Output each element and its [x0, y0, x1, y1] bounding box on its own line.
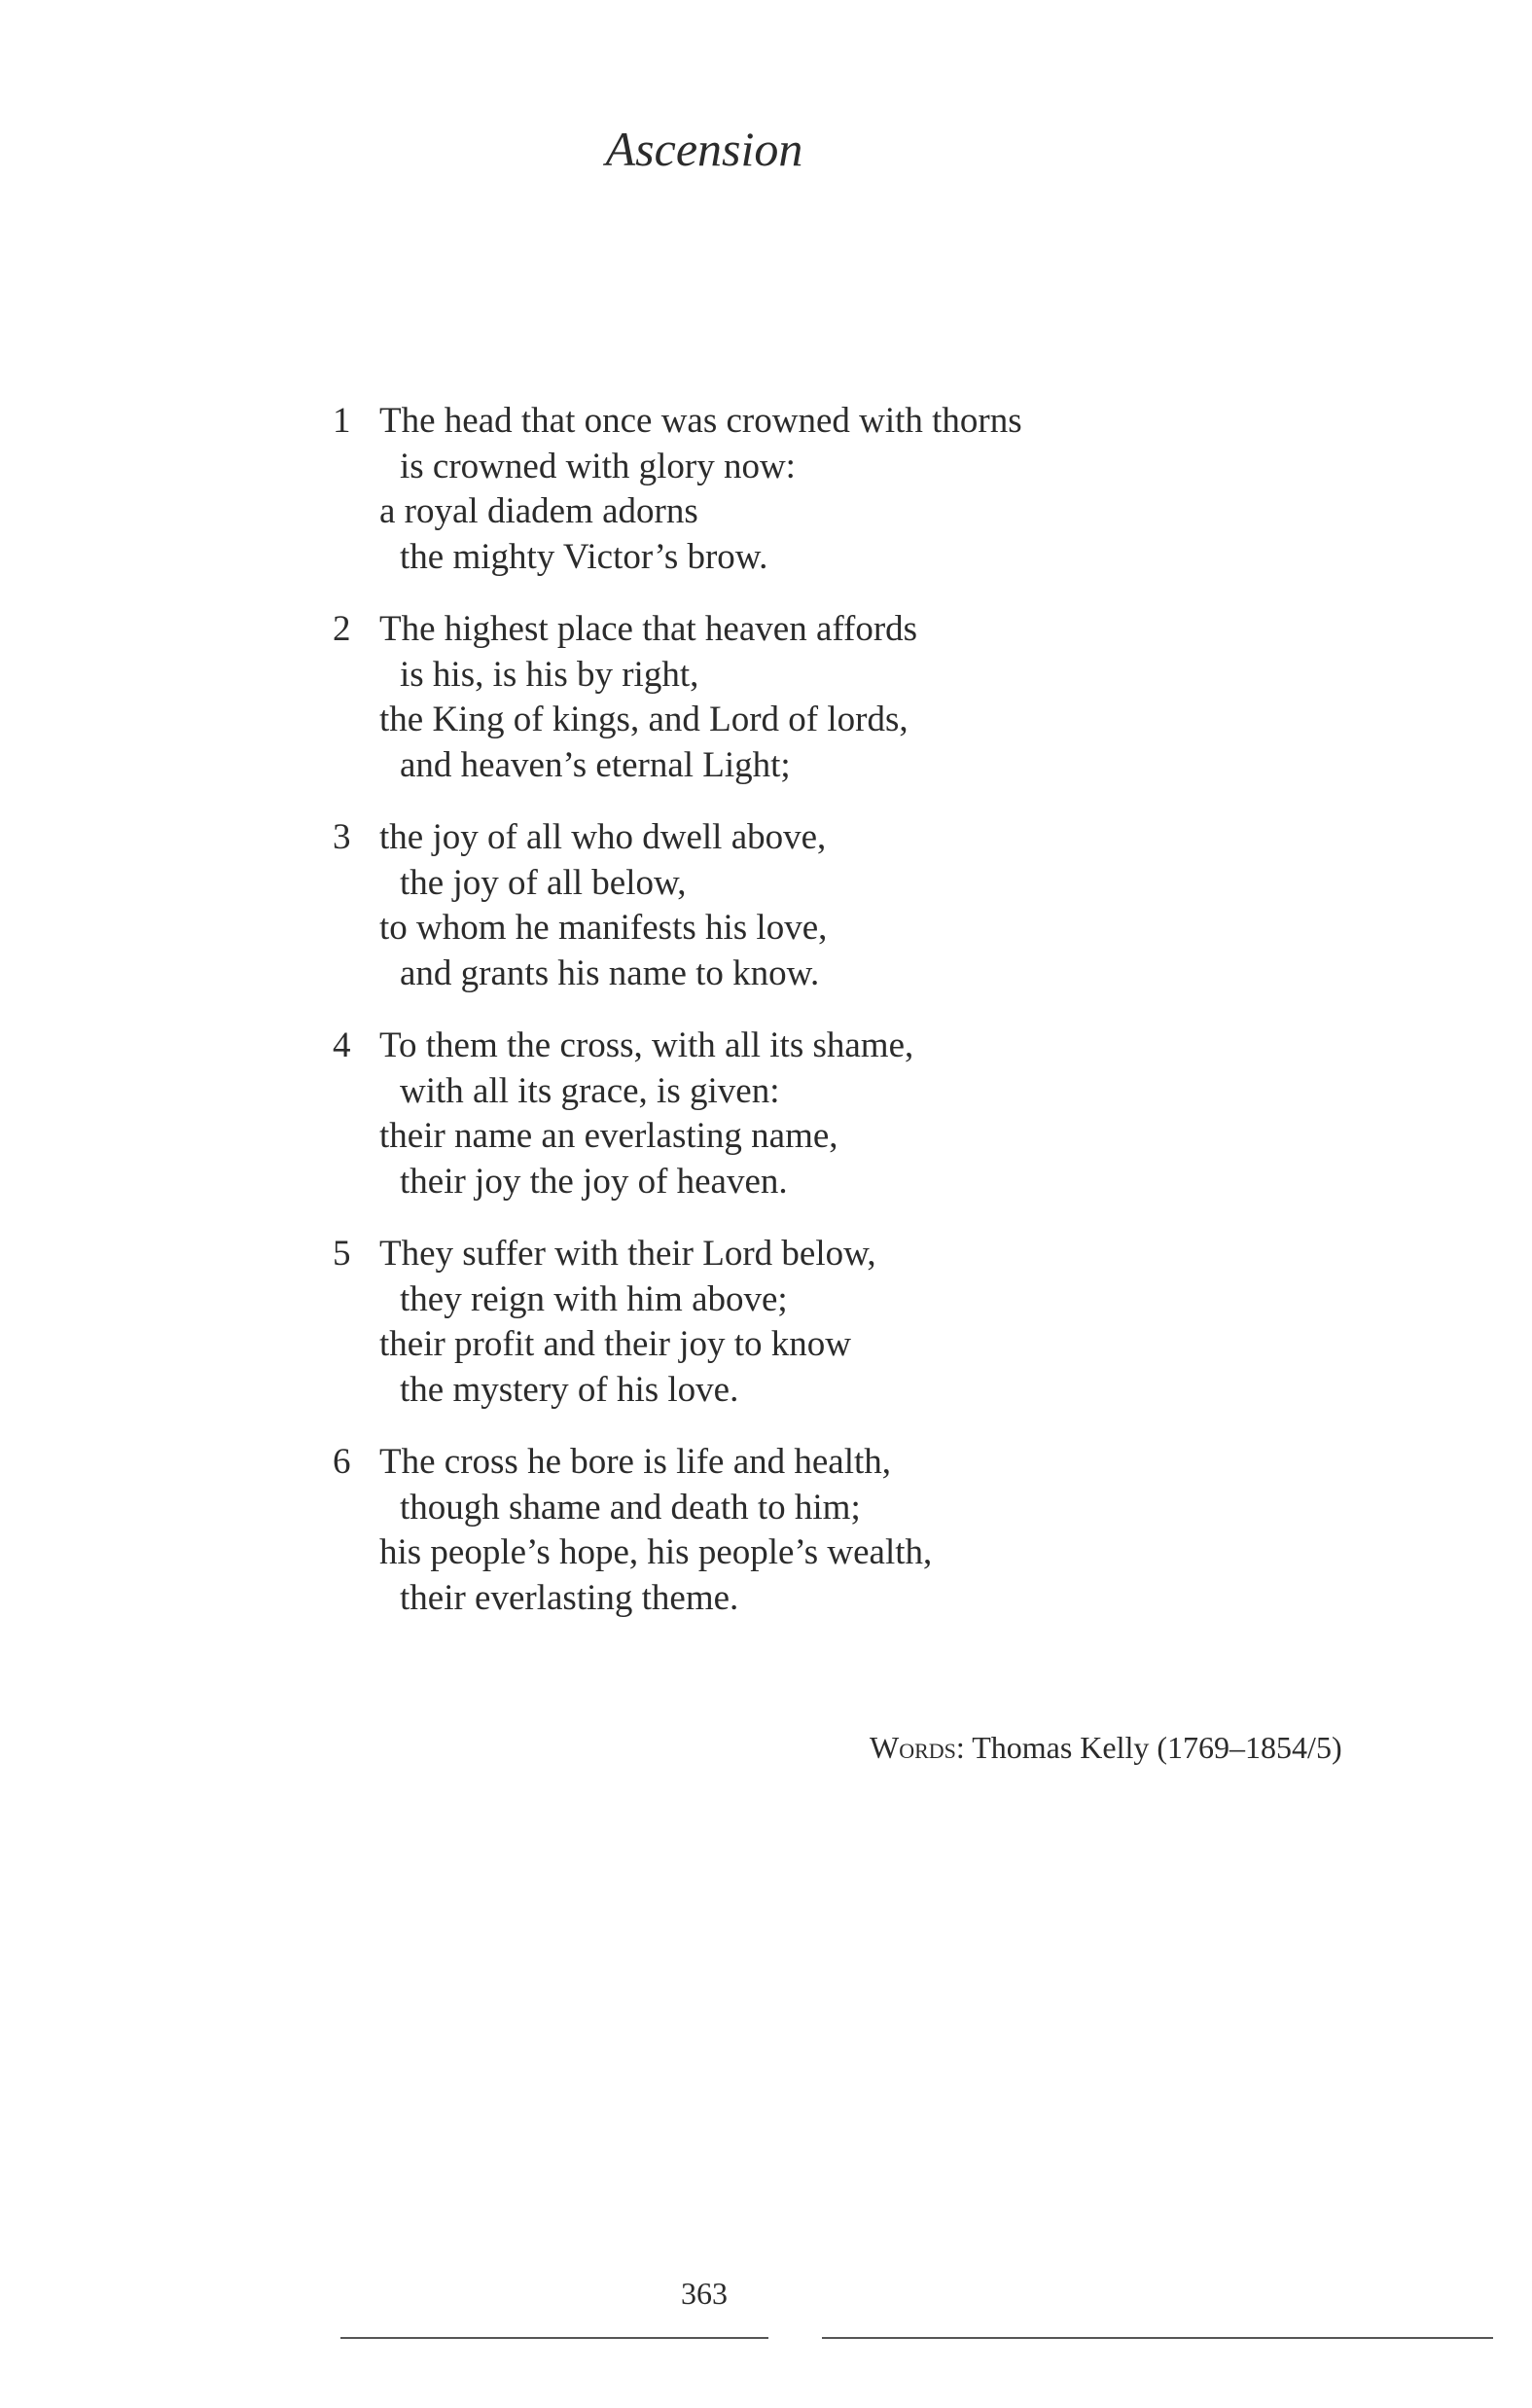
verse	[321, 1232, 1196, 1413]
verse-number: 4	[333, 1025, 351, 1065]
verse-line: their everlasting theme.	[400, 1577, 739, 1618]
verse-line: the King of kings, and Lord of lords,	[379, 700, 909, 739]
verse-number: 3	[333, 817, 351, 857]
verse-line: The head that once was crowned with thorns	[379, 401, 1022, 441]
verse-line: their profit and their joy to know	[379, 1324, 852, 1364]
verse-line: and grants his name to know.	[400, 952, 820, 993]
verse-number: 2	[333, 609, 351, 649]
verse-number: 6	[333, 1442, 351, 1482]
verse-line: their name an everlasting name,	[379, 1116, 838, 1156]
hymn-text	[321, 399, 1196, 1648]
verse-line: They suffer with their Lord below,	[379, 1234, 876, 1274]
verse-number: 1	[333, 401, 351, 441]
verse-line: the mighty Victor’s brow.	[400, 536, 768, 577]
verse-lines	[379, 607, 1196, 788]
attribution-label: Words:	[870, 1730, 965, 1765]
verse-lines	[379, 399, 1196, 580]
footer-rule-left	[340, 2337, 768, 2339]
verse-line: is crowned with glory now:	[400, 446, 796, 486]
verse-lines	[379, 1232, 1196, 1413]
verse-line: is his, is his by right,	[400, 654, 699, 695]
verse-line: the joy of all who dwell above,	[379, 817, 827, 857]
verse-line: they reign with him above;	[400, 1278, 788, 1319]
verse-line: the joy of all below,	[400, 862, 687, 903]
attribution-text: Thomas Kelly (1769–1854/5)	[972, 1730, 1342, 1765]
verse	[321, 607, 1196, 788]
verse	[321, 1024, 1196, 1204]
verse-line: the mystery of his love.	[400, 1369, 739, 1410]
verse-line: though shame and death to him;	[400, 1487, 861, 1527]
verse-line: to whom he manifests his love,	[379, 908, 828, 948]
verse-line: with all its grace, is given:	[400, 1070, 780, 1111]
verse-line: The cross he bore is life and health,	[379, 1442, 892, 1482]
verse-line: his people’s hope, his people’s wealth,	[379, 1532, 933, 1572]
verse	[321, 1440, 1196, 1621]
verse-number: 5	[333, 1234, 351, 1274]
verse	[321, 815, 1196, 996]
verse-lines	[379, 1440, 1196, 1621]
verse-lines	[379, 1024, 1196, 1204]
verse-line: To them the cross, with all its shame,	[379, 1025, 914, 1065]
verse-line: a royal diadem adorns	[379, 491, 698, 531]
verse-line: and heaven’s eternal Light;	[400, 744, 791, 785]
verse-line: The highest place that heaven affords	[379, 609, 918, 649]
verse	[321, 399, 1196, 580]
verse-line: their joy the joy of heaven.	[400, 1161, 788, 1202]
verse-lines	[379, 815, 1196, 996]
page-number: 363	[681, 2276, 728, 2311]
words-attribution	[870, 1728, 1342, 1767]
footer-rule-right	[822, 2337, 1493, 2339]
page-heading: Ascension	[605, 122, 803, 176]
